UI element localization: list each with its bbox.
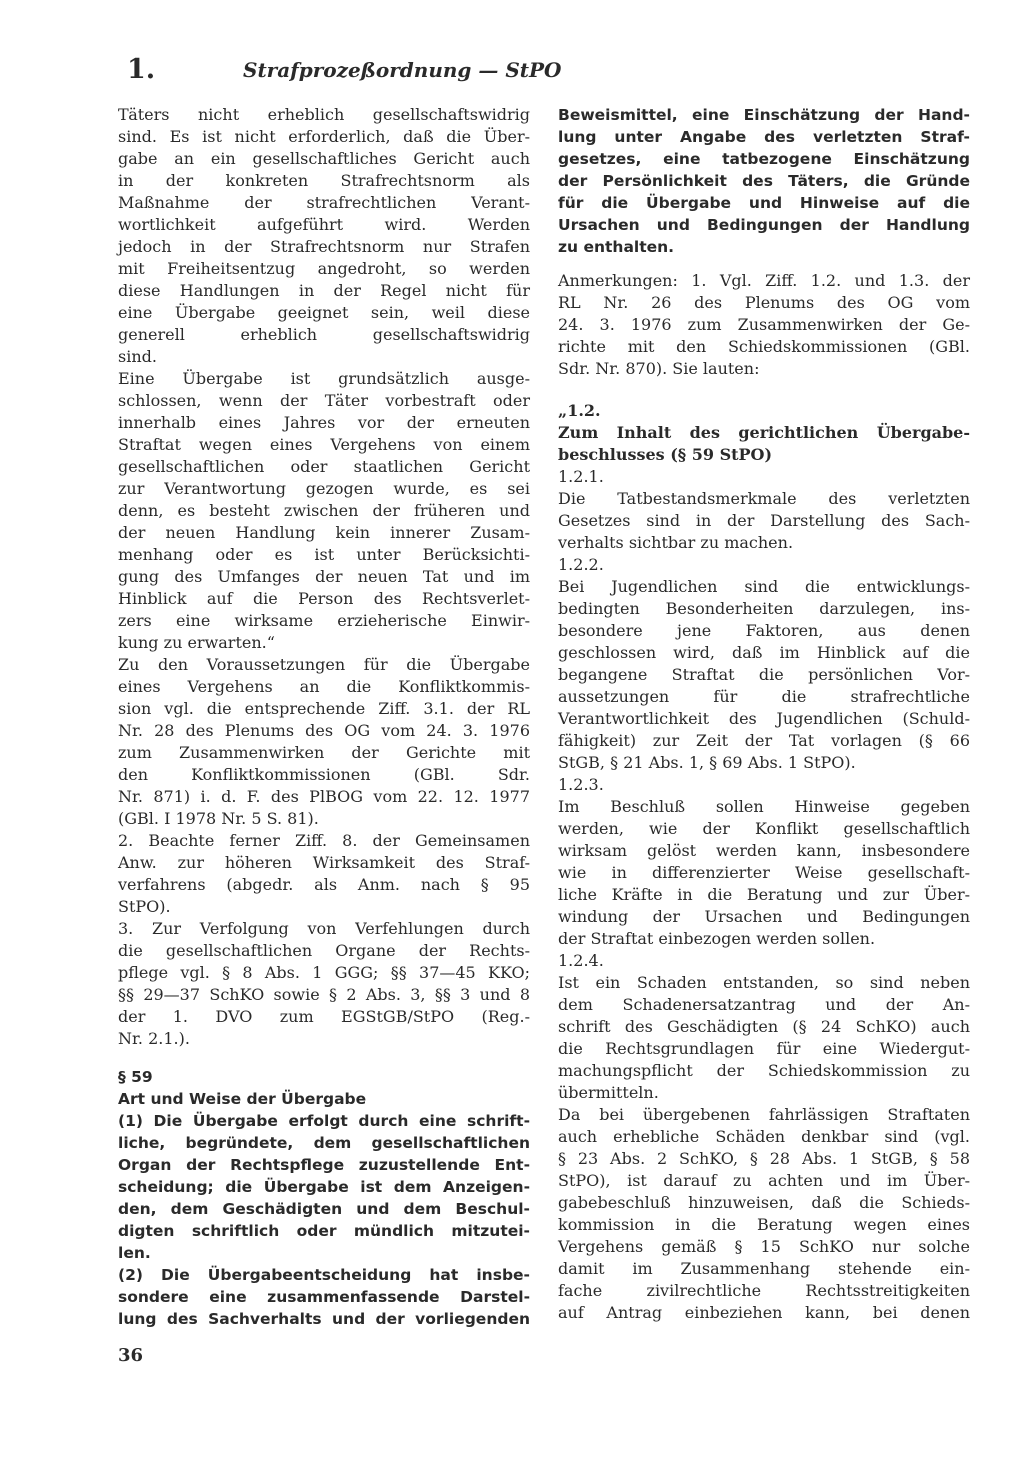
section-paragraph — [118, 1264, 530, 1330]
text-line: Täters nicht erheblich gesellschaftswidrig — [118, 105, 530, 124]
text-line: den Konfliktkommissionen (GBl. Sdr. — [118, 765, 530, 784]
text-line: den, dem Geschädigten und dem Beschul- — [118, 1200, 530, 1218]
text-line: menhang oder es ist unter Berücksichti- — [118, 545, 530, 564]
text-line: len. — [118, 1244, 151, 1262]
text-line: wie in differenzierter Weise gesellschaft- — [558, 863, 970, 882]
text-line: liche, begründete, dem gesellschaftlichen — [118, 1134, 530, 1152]
section-heading: Art und Weise der Übergabe — [118, 1090, 367, 1108]
text-line: zur Verantwortung gezogen wurde, es sei — [118, 479, 530, 498]
text-line: auch erhebliche Schäden denkbar sind (vgl. — [558, 1127, 970, 1146]
text-line: Die Tatbestandsmerkmale des verletzten — [558, 489, 970, 508]
text-line: Maßnahme der strafrechtlichen Verant- — [118, 193, 530, 212]
quote-number: „1.2. — [558, 401, 601, 420]
quote-heading-line: beschlusses (§ 59 StPO) — [558, 445, 773, 464]
text-line: begangene Straftat die persönlichen Vor- — [558, 665, 970, 684]
text-line: verfahrens (abgedr. als Anm. nach § 95 — [118, 875, 530, 894]
text-line: sondere eine zusammenfassende Darstel- — [118, 1288, 530, 1306]
text-line: Nr. 871) i. d. F. des PlBOG vom 22. 12. 1977 — [118, 787, 530, 806]
final-paragraph — [558, 1104, 970, 1324]
item-number: 1.2.2. — [558, 555, 604, 574]
text-line: gung des Umfanges der neuen Tat und im — [118, 567, 530, 586]
right-column — [558, 104, 970, 1324]
chapter-number: 1. — [127, 54, 156, 85]
text-line: (1) Die Übergabe erfolgt durch eine schrift- — [118, 1112, 530, 1130]
text-line: fache zivilrechtliche Rechtsstreitigkeiten — [558, 1281, 970, 1300]
text-line: werden, wie der Konflikt gesellschaftlich — [558, 819, 970, 838]
text-line: der neuen Handlung kein innerer Zusam- — [118, 523, 530, 542]
text-line: in der konkreten Strafrechtsnorm als — [118, 171, 530, 190]
left-paragraph — [118, 654, 530, 830]
text-line: § 23 Abs. 2 SchKO, § 28 Abs. 1 StGB, § 58 — [558, 1149, 970, 1168]
text-line: schrift des Geschädigten (§ 24 SchKO) auch — [558, 1017, 970, 1036]
text-line: Sdr. Nr. 870). Sie lauten: — [558, 359, 760, 378]
left-paragraph — [118, 104, 530, 368]
left-paragraph — [118, 830, 530, 918]
text-line: Im Beschluß sollen Hinweise gegeben — [558, 797, 970, 816]
text-line: richte mit den Schiedskommissionen (GBl. — [558, 337, 970, 356]
text-line: diese Handlungen in der Regel nicht für — [118, 281, 530, 300]
left-paragraph — [118, 918, 530, 1050]
text-line: eine Übergabe geeignet sein, weil diese — [118, 303, 530, 322]
text-line: Ist ein Schaden entstanden, so sind neben — [558, 973, 970, 992]
text-line: Nr. 2.1.). — [118, 1029, 190, 1048]
text-line: gesetzes, eine tatbezogene Einschätzung — [558, 150, 970, 168]
page-number: 36 — [118, 1345, 144, 1366]
text-line: besondere jene Faktoren, aus denen — [558, 621, 970, 640]
text-line: gesellschaftlichen oder staatlichen Gericht — [118, 457, 530, 476]
text-line: sind. Es ist nicht erforderlich, daß die Über- — [118, 127, 530, 146]
text-line: Anmerkungen: 1. Vgl. Ziff. 1.2. und 1.3. der — [558, 271, 970, 290]
text-line: RL Nr. 26 des Plenums des OG vom — [558, 293, 970, 312]
text-line: Vergehens gemäß § 15 SchKO nur solche — [558, 1237, 970, 1256]
text-line: 24. 3. 1976 zum Zusammenwirken der Ge- — [558, 315, 970, 334]
text-line: lung unter Angabe des verletzten Straf- — [558, 128, 970, 146]
text-line: StGB, § 21 Abs. 1, § 69 Abs. 1 StPO). — [558, 753, 856, 772]
text-line: zers eine wirksame erzieherische Einwir- — [118, 611, 530, 630]
section-number: § 59 — [118, 1068, 153, 1086]
text-line: der Straftat einbezogen werden sollen. — [558, 929, 876, 948]
text-line: auf Antrag einbeziehen kann, bei denen — [558, 1303, 970, 1322]
text-line: wortlichkeit aufgeführt wird. Werden — [118, 215, 530, 234]
left-paragraph — [118, 368, 530, 654]
text-line: gabe an ein gesellschaftliches Gericht auch — [118, 149, 530, 168]
text-line: machungspflicht der Schiedskommission zu — [558, 1061, 970, 1080]
text-line: liche Kräfte in die Beratung und zur Über- — [558, 885, 970, 904]
text-line: schlossen, wenn der Täter vorbestraft oder — [118, 391, 530, 410]
item-number: 1.2.4. — [558, 951, 604, 970]
text-line: Eine Übergabe ist grundsätzlich ausge- — [118, 369, 530, 388]
text-line: Hinblick auf die Person des Rechtsverlet- — [118, 589, 530, 608]
quote-heading-line: Zum Inhalt des gerichtlichen Übergabe- — [558, 423, 970, 442]
text-line: StPO), ist darauf zu achten und im Über- — [558, 1171, 970, 1190]
text-line: die Rechtsgrundlagen für eine Wiedergut- — [558, 1039, 970, 1058]
text-line: Straftat wegen eines Vergehens von einem — [118, 435, 530, 454]
text-line: dem Schadenersatzantrag und der An- — [558, 995, 970, 1014]
text-line: für die Übergabe und Hinweise auf die — [558, 194, 970, 212]
text-line: geschlossen wird, daß im Hinblick auf die — [558, 643, 970, 662]
text-line: der 1. DVO zum EGStGB/StPO (Reg.- — [118, 1007, 530, 1026]
text-line: Ursachen und Bedingungen der Handlung — [558, 216, 970, 234]
text-line: mit Freiheitsentzug angedroht, so werden — [118, 259, 530, 278]
text-line: übermitteln. — [558, 1083, 659, 1102]
text-line: gabebeschluß hinzuweisen, daß die Schieds- — [558, 1193, 970, 1212]
text-line: sion vgl. die entsprechende Ziff. 3.1. der RL — [118, 699, 530, 718]
text-line: kung zu erwarten.“ — [118, 633, 275, 652]
text-line: kommission in die Beratung wegen eines — [558, 1215, 970, 1234]
text-line: Beweismittel, eine Einschätzung der Hand- — [558, 106, 970, 124]
text-line: digten schriftlich oder mündlich mitzutei- — [118, 1222, 530, 1240]
text-line: Bei Jugendlichen sind die entwicklungs- — [558, 577, 970, 596]
section-paragraph — [118, 1110, 530, 1264]
text-line: sind. — [118, 347, 157, 366]
text-line: Nr. 28 des Plenums des OG vom 24. 3. 1976 — [118, 721, 530, 740]
text-line: Verantwortlichkeit des Jugendlichen (Schuld- — [558, 709, 970, 728]
item-number: 1.2.3. — [558, 775, 604, 794]
text-line: Anw. zur höheren Wirksamkeit des Straf- — [118, 853, 530, 872]
text-line: Organ der Rechtspflege zuzustellende Ent- — [118, 1156, 530, 1174]
running-header-title: Strafprozeßordnung — StPO — [243, 58, 562, 82]
text-line: verhalts sichtbar zu machen. — [558, 533, 794, 552]
text-line: StPO). — [118, 897, 171, 916]
text-line: 3. Zur Verfolgung von Verfehlungen durch — [118, 919, 530, 938]
text-line: damit im Zusammenhang stehende ein- — [558, 1259, 970, 1278]
text-line: (2) Die Übergabeentscheidung hat insbe- — [118, 1266, 530, 1284]
text-line: innerhalb eines Jahres vor der erneuten — [118, 413, 530, 432]
text-line: scheidung; die Übergabe ist dem Anzeigen- — [118, 1178, 530, 1196]
continuation-paragraph — [558, 104, 970, 258]
text-line: 2. Beachte ferner Ziff. 8. der Gemeinsamen — [118, 831, 530, 850]
text-line: der Persönlichkeit des Täters, die Gründe — [558, 172, 970, 190]
notes-paragraph — [558, 270, 970, 380]
text-line: windung der Ursachen und Bedingungen — [558, 907, 970, 926]
text-line: aussetzungen für die strafrechtliche — [558, 687, 970, 706]
text-line: Da bei übergebenen fahrlässigen Straftaten — [558, 1105, 970, 1124]
text-line: lung des Sachverhalts und der vorliegenden — [118, 1310, 530, 1328]
text-line: Zu den Voraussetzungen für die Übergabe — [118, 655, 530, 674]
text-line: die gesellschaftlichen Organe der Rechts- — [118, 941, 530, 960]
text-line: §§ 29—37 SchKO sowie § 2 Abs. 3, §§ 3 und 8 — [118, 985, 530, 1004]
text-line: fähigkeit) zur Zeit der Tat vorlagen (§ 66 — [558, 731, 970, 750]
text-line: pflege vgl. § 8 Abs. 1 GGG; §§ 37—45 KKO; — [118, 963, 530, 982]
text-line: denn, es besteht zwischen der früheren und — [118, 501, 530, 520]
text-line: Gesetzes sind in der Darstellung des Sach- — [558, 511, 970, 530]
text-line: wirksam gelöst werden kann, insbesondere — [558, 841, 970, 860]
text-line: generell erheblich gesellschaftswidrig — [118, 325, 530, 344]
left-column — [118, 104, 530, 1330]
text-line: zum Zusammenwirken der Gerichte mit — [118, 743, 530, 762]
text-line: eines Vergehens an die Konfliktkommis- — [118, 677, 530, 696]
text-line: zu enthalten. — [558, 238, 675, 256]
text-line: bedingten Besonderheiten darzulegen, ins- — [558, 599, 970, 618]
text-line: (GBl. I 1978 Nr. 5 S. 81). — [118, 809, 319, 828]
text-line: jedoch in der Strafrechtsnorm nur Strafen — [118, 237, 530, 256]
item-number: 1.2.1. — [558, 467, 604, 486]
